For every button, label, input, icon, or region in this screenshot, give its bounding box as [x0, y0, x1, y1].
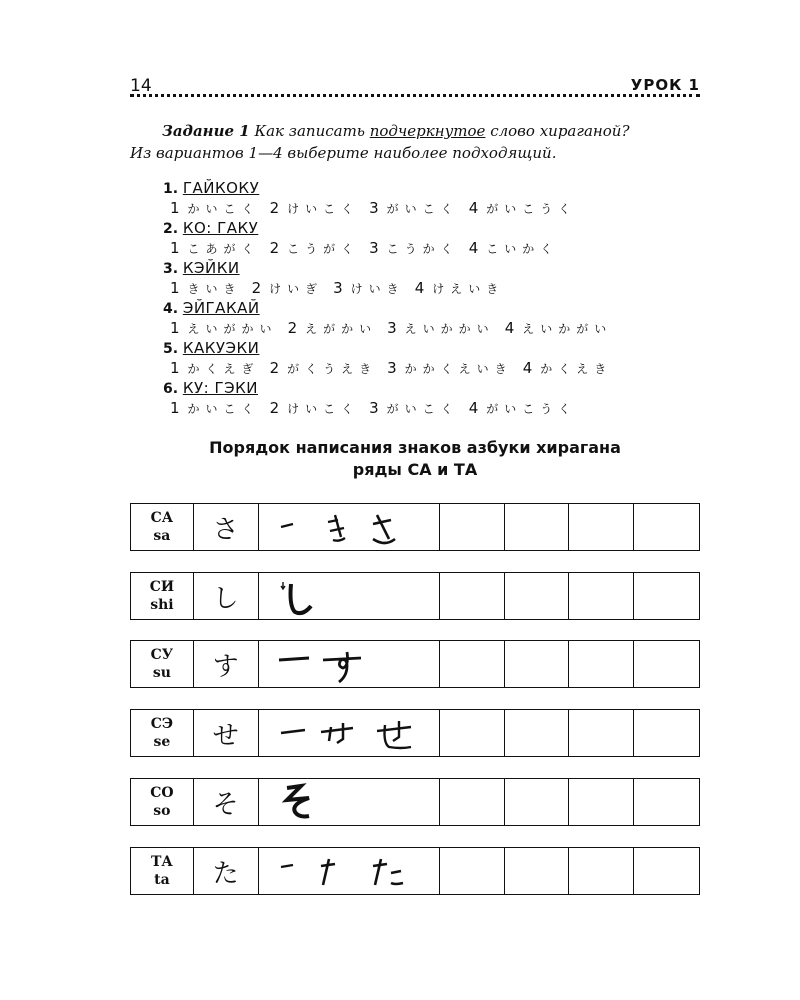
syllable-cyrillic: СО: [150, 785, 174, 801]
practice-cell[interactable]: [440, 779, 505, 825]
exercise-item-head: [163, 378, 723, 398]
option-number: 1: [170, 199, 180, 217]
exercise-word: КУ: ГЭКИ: [182, 379, 258, 397]
option-number: 1: [170, 239, 180, 257]
option-number: 2: [251, 279, 262, 297]
syllable-latin: ta: [154, 872, 170, 888]
option-number: 2: [287, 319, 298, 337]
kana-row: [130, 503, 700, 551]
syllable-label: [131, 641, 194, 687]
option-kana: えがかい: [305, 322, 378, 336]
section-title: [130, 437, 700, 481]
section-title-line-2: ряды СА и ТА: [352, 460, 478, 479]
option-number: 2: [269, 199, 280, 217]
syllable-cyrillic: ТА: [150, 854, 173, 870]
option-kana: きいき: [187, 282, 242, 296]
exercise-options: [163, 198, 723, 218]
option-number: 2: [269, 359, 280, 377]
syllable-cyrillic: СУ: [150, 647, 174, 663]
option-kana: えいかかい: [404, 322, 495, 336]
exercise-item-head: [163, 298, 723, 318]
option-number: 2: [269, 239, 280, 257]
exercise-number: 2.: [163, 221, 179, 237]
option-number: 3: [333, 279, 343, 297]
option-kana: かいこく: [187, 402, 260, 416]
practice-cell[interactable]: [505, 641, 570, 687]
exercise-word: КАКУЭКИ: [182, 339, 260, 357]
exercise-word: КЭЙКИ: [182, 259, 240, 277]
dotted-divider: [130, 94, 700, 97]
exercise-options: [163, 358, 723, 378]
stroke-order: [259, 848, 440, 894]
lesson-title: УРОК 1: [630, 76, 700, 94]
exercise-item: [163, 338, 723, 378]
option-number: 1: [170, 319, 180, 337]
option-kana: こあがく: [187, 242, 260, 256]
kana-row: [130, 640, 700, 688]
exercise-number: 5.: [163, 341, 179, 357]
practice-cell[interactable]: [634, 710, 699, 756]
syllable-label: [131, 573, 194, 619]
option-kana: けいこく: [287, 402, 360, 416]
option-kana: こうかく: [386, 242, 459, 256]
stroke-order: [259, 504, 440, 550]
practice-cell[interactable]: [569, 573, 634, 619]
syllable-cyrillic: СИ: [149, 579, 175, 595]
option-number: 4: [468, 199, 479, 217]
exercise-number: 6.: [163, 381, 179, 397]
option-number: 3: [387, 359, 397, 377]
syllable-latin: su: [152, 665, 171, 681]
practice-cell[interactable]: [440, 848, 505, 894]
syllable-latin: sa: [153, 528, 171, 544]
exercise-item-head: [163, 178, 723, 198]
stroke-order: [259, 710, 440, 756]
option-kana: えいかがい: [522, 322, 613, 336]
exercise-word: КО: ГАКУ: [182, 219, 259, 237]
exercise-item: [163, 218, 723, 258]
exercise-number: 4.: [163, 301, 179, 317]
syllable-label: [131, 710, 194, 756]
practice-cell[interactable]: [440, 641, 505, 687]
exercise-options: [163, 318, 723, 338]
option-number: 1: [170, 399, 180, 417]
kana-row: [130, 572, 700, 620]
practice-cell[interactable]: [440, 573, 505, 619]
practice-cell[interactable]: [440, 504, 505, 550]
task-text-before: Как записать: [249, 122, 370, 140]
option-number: 4: [522, 359, 533, 377]
option-kana: がいこく: [386, 402, 459, 416]
practice-cell[interactable]: [569, 848, 634, 894]
option-number: 4: [468, 239, 479, 257]
practice-cell[interactable]: [569, 779, 634, 825]
option-kana: かいこく: [187, 202, 260, 216]
syllable-latin: se: [153, 734, 171, 750]
kana-sample: せ: [194, 710, 259, 756]
practice-cell[interactable]: [634, 641, 699, 687]
practice-cell[interactable]: [505, 573, 570, 619]
kana-row: [130, 709, 700, 757]
practice-cell[interactable]: [569, 710, 634, 756]
kana-sample: し: [194, 573, 259, 619]
syllable-latin: shi: [150, 597, 174, 613]
kana-sample: た: [194, 848, 259, 894]
option-number: 3: [387, 319, 397, 337]
exercise-word: ЭЙГАКАЙ: [182, 299, 260, 317]
page-number: 14: [130, 76, 152, 96]
kana-sample: そ: [194, 779, 259, 825]
practice-cell[interactable]: [634, 848, 699, 894]
exercise-item: [163, 378, 723, 418]
option-kana: こいかく: [486, 242, 559, 256]
option-kana: がくうえき: [287, 362, 378, 376]
syllable-cyrillic: СА: [150, 510, 174, 526]
syllable-label: [131, 779, 194, 825]
kana-sample: さ: [194, 504, 259, 550]
option-kana: かかくえいき: [404, 362, 513, 376]
task-line-2: Из вариантов 1—4 выберите наиболее подходящий.: [130, 144, 557, 162]
exercise-item: [163, 178, 723, 218]
stroke-order: [259, 641, 440, 687]
option-kana: がいこうく: [486, 202, 577, 216]
option-number: 4: [504, 319, 515, 337]
practice-cell[interactable]: [505, 779, 570, 825]
option-kana: けいこく: [287, 202, 360, 216]
option-number: 1: [170, 279, 180, 297]
exercise-options: [163, 238, 723, 258]
exercise-options: [163, 278, 723, 298]
exercise-item: [163, 258, 723, 298]
stroke-order: [259, 779, 440, 825]
practice-cell[interactable]: [440, 710, 505, 756]
stroke-order-illustration: [273, 713, 433, 753]
exercise-number: 1.: [163, 181, 179, 197]
option-kana: えいがかい: [187, 322, 278, 336]
option-number: 4: [468, 399, 479, 417]
task-underlined-word: подчеркнутое: [369, 122, 486, 140]
task-instructions: [130, 120, 710, 164]
syllable-latin: so: [153, 803, 171, 819]
stroke-order-illustration: [273, 782, 433, 822]
option-number: 4: [414, 279, 425, 297]
syllable-label: [131, 848, 194, 894]
practice-cell[interactable]: [505, 504, 570, 550]
option-kana: がいこく: [386, 202, 459, 216]
stroke-order-illustration: [273, 644, 433, 684]
syllable-label: [131, 504, 194, 550]
practice-cell[interactable]: [634, 573, 699, 619]
syllable-cyrillic: СЭ: [150, 716, 174, 732]
task-line-1: [130, 120, 710, 142]
section-title-line-1: Порядок написания знаков азбуки хирагана: [209, 438, 621, 457]
option-number: 3: [369, 199, 379, 217]
task-text-after: слово хираганой?: [485, 122, 630, 140]
exercise-item: [163, 298, 723, 338]
task-label: Задание 1: [162, 122, 250, 140]
kana-row: [130, 778, 700, 826]
option-kana: けいぎ: [269, 282, 324, 296]
exercise-item-head: [163, 218, 723, 238]
practice-cell[interactable]: [569, 641, 634, 687]
exercise-item-head: [163, 258, 723, 278]
practice-cell[interactable]: [634, 504, 699, 550]
option-number: 3: [369, 399, 379, 417]
exercise-word: ГАЙКОКУ: [182, 179, 260, 197]
exercise-item-head: [163, 338, 723, 358]
option-number: 2: [269, 399, 280, 417]
stroke-order: [259, 573, 440, 619]
option-kana: かくえぎ: [187, 362, 260, 376]
stroke-order-illustration: [273, 507, 433, 547]
practice-cell[interactable]: [505, 710, 570, 756]
exercise-number: 3.: [163, 261, 179, 277]
kana-sample: す: [194, 641, 259, 687]
option-kana: かくえき: [540, 362, 613, 376]
exercise-list: [163, 178, 723, 418]
practice-cell[interactable]: [569, 504, 634, 550]
option-number: 3: [369, 239, 379, 257]
practice-cell[interactable]: [634, 779, 699, 825]
option-kana: こうがく: [287, 242, 360, 256]
option-kana: けえいき: [432, 282, 505, 296]
stroke-order-illustration: [273, 851, 433, 891]
exercise-options: [163, 398, 723, 418]
stroke-order-illustration: [273, 576, 433, 616]
practice-cell[interactable]: [505, 848, 570, 894]
option-kana: がいこうく: [486, 402, 577, 416]
option-kana: けいき: [350, 282, 405, 296]
page-header: [130, 76, 700, 98]
kana-row: [130, 847, 700, 895]
option-number: 1: [170, 359, 180, 377]
